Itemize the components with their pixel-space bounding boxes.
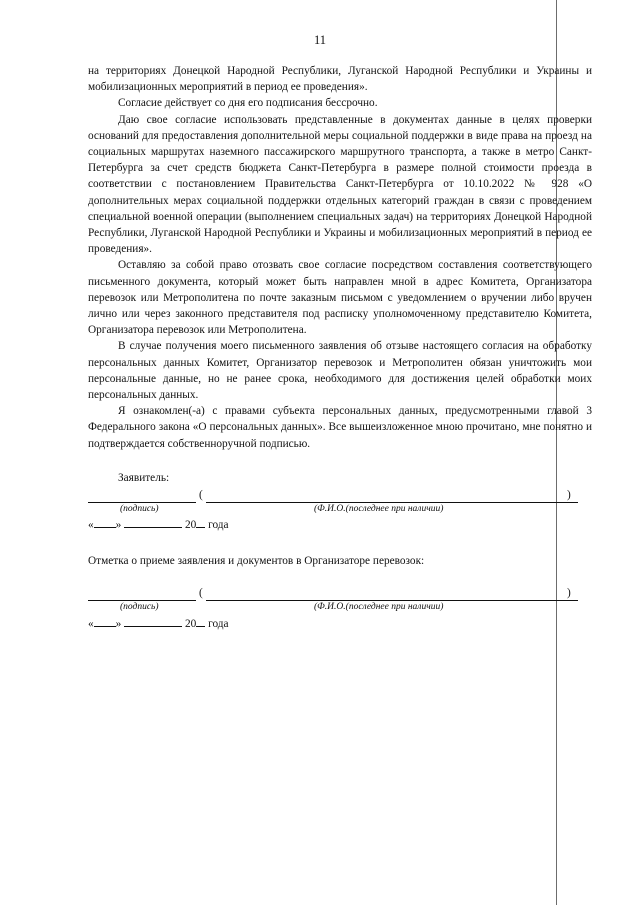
year-suffix: года bbox=[208, 519, 229, 531]
year-blank bbox=[196, 615, 205, 627]
paren-open: ( bbox=[199, 489, 203, 501]
page-number: 11 bbox=[313, 33, 327, 47]
year-blank bbox=[196, 516, 205, 528]
year-prefix: 20 bbox=[184, 519, 197, 531]
year-prefix: 20 bbox=[184, 618, 197, 630]
date-line bbox=[88, 615, 229, 630]
name-line bbox=[206, 600, 578, 601]
applicant-label: Заявитель: bbox=[118, 472, 170, 484]
year-suffix: года bbox=[208, 618, 229, 630]
date-quote-close: » bbox=[115, 519, 122, 531]
signature-caption: (подпись) bbox=[120, 602, 159, 612]
paragraph: Оставляю за собой право отозвать свое согласие посредством составления соответствующего письменного документа, который может быть направлен мной в адрес Комитета, Организатора перевозок или Метрополитена по почте заказным письмом с уведомлением о вручении либо вручен лично или через законного представителя под расписку уполномоченному представителю Комитета, Организатора перевозок или Метрополитена. bbox=[88, 259, 592, 337]
signature-line bbox=[88, 600, 196, 601]
name-caption: (Ф.И.О.(последнее при наличии) bbox=[314, 504, 444, 514]
paren-close: ) bbox=[567, 489, 571, 501]
day-blank bbox=[94, 516, 116, 528]
paren-close: ) bbox=[567, 587, 571, 599]
paragraph: Я ознакомлен(-а) с правами субъекта персональных данных, предусмотренными главой 3 Федерального закона «О персональных данных». Все вышеизложенное мною прочитано, мне понятно и подтверждается собственноручной подписью. bbox=[88, 405, 592, 450]
applicant-signature-block bbox=[88, 472, 592, 532]
paragraph: В случае получения моего письменного заявления об отзыве настоящего согласия на обработку персональных данных Комитет, Организатор перевозок и Метрополитен обязан уничтожить мои персональные данные, но не ранее срока, необходимого для достижения целей обработки моих персональных данных. bbox=[88, 340, 592, 402]
paragraph: Согласие действует со дня его подписания бессрочно. bbox=[118, 97, 378, 110]
paragraph: Даю свое согласие использовать представленные в документах данные в целях проверки оснований для предоставления дополнительной меры социальной поддержки в виде права на проезд на социальных маршрутах наземного пассажирского маршрутного транспорта, а также в метро Санкт-Петербурга за счет средств бюджета Санкт-Петербурга в размере полной стоимости проезда в соответствии с постановлением Правительства Санкт-Петербурга от 10.10.2022 № 928 «О дополнительных мерах социальной поддержки отдельных категорий граждан в связи с проведением специальной военной операции (выполнением специальных задач) на территориях Донецкой Народной Республики, Луганской Народной Республики и Украины и мобилизационных мероприятий в период ее проведения». bbox=[88, 113, 592, 256]
date-quote-open: « bbox=[88, 618, 94, 630]
month-blank bbox=[124, 615, 182, 627]
paragraph: на территориях Донецкой Народной Республики, Луганской Народной Республики и Украины и мобилизационных мероприятий в период ее проведения». bbox=[88, 65, 592, 94]
paren-open: ( bbox=[199, 587, 203, 599]
date-quote-open: « bbox=[88, 519, 94, 531]
day-blank bbox=[94, 615, 116, 627]
date-quote-close: » bbox=[115, 618, 122, 630]
signature-caption: (подпись) bbox=[120, 504, 159, 514]
signature-line bbox=[88, 502, 196, 503]
acceptance-signature-block bbox=[88, 585, 592, 645]
date-line bbox=[88, 516, 229, 531]
acceptance-label: Отметка о приеме заявления и документов в Организаторе перевозок: bbox=[88, 555, 425, 567]
name-line bbox=[206, 502, 578, 503]
body-text bbox=[88, 63, 592, 452]
name-caption: (Ф.И.О.(последнее при наличии) bbox=[314, 602, 444, 612]
month-blank bbox=[124, 516, 182, 528]
